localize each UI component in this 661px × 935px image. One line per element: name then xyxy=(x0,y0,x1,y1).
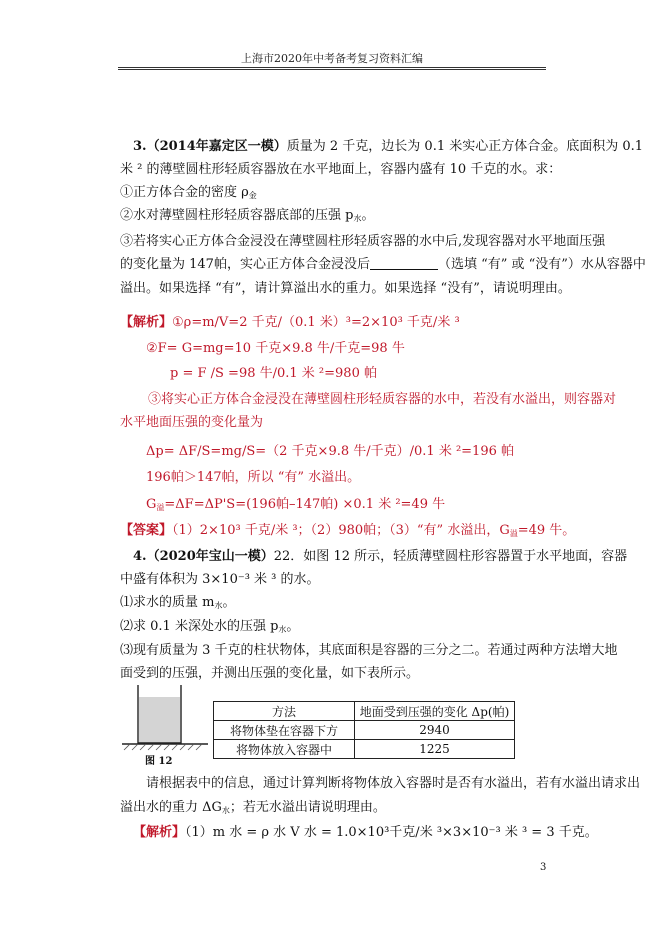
table-cell-method: 将物体垫在容器下方 xyxy=(214,721,355,740)
q4-part-3-line-2: 面受到的压强，并测出压强的变化量，如下表所示。 xyxy=(120,666,420,681)
q4-line-2: 中盛有体积为 3×10⁻³ 米 ³ 的水。 xyxy=(120,572,320,587)
q4-part-4-post: ；若无水溢出请说明理由。 xyxy=(229,800,386,815)
table-header-method: 方法 xyxy=(214,702,355,721)
table-cell-method: 将物体放入容器中 xyxy=(214,740,355,759)
answer-3-text-post: =49 牛。 xyxy=(517,523,576,538)
q3-part-2-sub: 水 xyxy=(353,214,362,223)
container-figure xyxy=(120,683,212,753)
q3-part-3-pre: 的变化量为 147帕，实心正方体合金浸没后 xyxy=(120,257,370,272)
analysis-3-step-2: ②F= G=mg=10 千克×9.8 牛/千克=98 牛 xyxy=(146,341,405,356)
q3-line-1 xyxy=(133,138,643,156)
table-cell-value: 2940 xyxy=(355,721,515,740)
header-rule-double xyxy=(118,69,546,70)
q4-line-1 xyxy=(133,548,627,566)
analysis-3-label: 【解析】 xyxy=(120,315,173,330)
q4-part-3-line-1: ⑶现有质量为 3 千克的柱状物体，其底面积是容器的三分之二。若通过两种方法增大地 xyxy=(120,643,618,658)
q3-part-3-post: （选填 “有” 或 “没有”）水从容器中 xyxy=(437,257,646,272)
q4-number: 4. xyxy=(133,549,147,564)
table-header-pressure-change: 地面受到压强的变化 Δp(帕) xyxy=(355,702,515,721)
analysis-4 xyxy=(133,824,598,842)
q3-source: （2014年嘉定区一模） xyxy=(146,139,287,154)
answer-3-label: 【答案】 xyxy=(120,523,173,538)
q4-part-4-line-1: 请根据表中的信息，通过计算判断将物体放入容器时是否有水溢出，若有水溢出请求出 xyxy=(146,776,641,791)
analysis-3-step-4-line-2: 水平地面压强的变化量为 xyxy=(120,415,264,430)
q4-part-2-sub: 水 xyxy=(278,625,287,634)
q4-part-1 xyxy=(120,594,235,615)
analysis-3-step-7-sub: 溢 xyxy=(156,503,165,512)
table-header-row xyxy=(214,702,515,721)
q4-part-1-text: ⑴求水的质量 m xyxy=(120,595,215,610)
analysis-3-step-5: Δp= ΔF/S=mg/S=（2 千克×9.8 牛/千克）/0.1 米 ²=196 帕 xyxy=(146,444,514,459)
q4-part-1-end: 。 xyxy=(222,595,236,610)
q3-part-2 xyxy=(120,207,374,228)
analysis-4-label: 【解析】 xyxy=(133,825,186,840)
analysis-3-step-1: ①ρ=m/V=2 千克/（0.1 米）³=2×10³ 千克/米 ³ xyxy=(172,315,460,330)
figure-caption: 图 12 xyxy=(145,756,173,767)
water-fill xyxy=(139,697,180,743)
pressure-change-table xyxy=(213,701,515,759)
analysis-3-step-7 xyxy=(146,496,445,517)
answer-blank[interactable] xyxy=(370,257,438,270)
q3-part-2-text: ②水对薄壁圆柱形轻质容器底部的压强 p xyxy=(120,208,354,223)
ground-hatching xyxy=(122,744,208,750)
analysis-3-step-7-post: =ΔF=ΔP'S=(196帕–147帕) ×0.1 米 ²=49 牛 xyxy=(164,497,446,512)
q3-part-1-text: ①正方体合金的密度 ρ xyxy=(120,185,249,200)
q4-part-2 xyxy=(120,618,299,639)
q4-part-1-sub: 水 xyxy=(214,601,223,610)
analysis-3-step-7-pre: G xyxy=(146,497,157,512)
answer-3-text-pre: （1）2×10³ 千克/米 ³；（2）980帕；（3）“有” 水溢出，G xyxy=(172,523,510,538)
analysis-3-step-3: p = F /S =98 牛/0.1 米 ²=980 帕 xyxy=(170,366,377,381)
analysis-4-text: （1）m 水 = ρ 水 V 水 = 1.0×10³千克/米 ³×3×10⁻³ 米 ³ = 3 千克。 xyxy=(185,825,598,840)
q3-part-3-line-1: ③若将实心正方体合金浸没在薄壁圆柱形轻质容器的水中后,发现容器对水平地面压强 xyxy=(120,234,606,249)
q4-part-2-text: ⑵求 0.1 米深处水的压强 p xyxy=(120,619,279,634)
q3-part-1-sub: 金 xyxy=(248,191,257,200)
table-row xyxy=(214,721,515,740)
analysis-3-line-1 xyxy=(120,314,460,332)
q4-part-4-pre: 溢出水的重力 ΔG xyxy=(120,800,222,815)
q3-number: 3. xyxy=(133,139,147,154)
q4-part-2-end: 。 xyxy=(286,619,300,634)
answer-3-text-sub: 溢 xyxy=(509,529,518,538)
q4-text-1: 22．如图 12 所示，轻质薄壁圆柱形容器置于水平地面，容器 xyxy=(273,549,628,564)
q4-part-4-line-2 xyxy=(120,799,386,820)
page-number: 3 xyxy=(540,862,547,873)
q3-part-1 xyxy=(120,184,257,205)
q3-part-3-line-2 xyxy=(120,256,646,274)
q4-source: （2020年宝山一模） xyxy=(146,549,274,564)
answer-3 xyxy=(120,522,575,543)
q3-line-2: 米 ² 的薄壁圆柱形轻质容器放在水平地面上，容器内盛有 10 千克的水。求： xyxy=(120,162,562,177)
q3-part-3-line-3: 溢出。如果选择 “有”，请计算溢出水的重力。如果选择 “没有”，请说明理由。 xyxy=(120,281,571,296)
header-rule xyxy=(118,67,546,68)
analysis-3-step-4-line-1: ③将实心正方体合金浸没在薄壁圆柱形轻质容器的水中，若没有水溢出，则容器对 xyxy=(148,392,617,407)
page-header: 上海市2020年中考备考复习资料汇编 xyxy=(241,52,423,65)
q4-part-4-sub: 水 xyxy=(221,806,230,815)
table-row xyxy=(214,740,515,759)
table-cell-value: 1225 xyxy=(355,740,515,759)
q3-part-2-end: 。 xyxy=(361,208,375,223)
analysis-3-step-6: 196帕＞147帕，所以 “有” 水溢出。 xyxy=(146,470,361,485)
q3-text-1: 质量为 2 千克，边长为 0.1 米实心正方体合金。底面积为 0.1 xyxy=(286,139,644,154)
